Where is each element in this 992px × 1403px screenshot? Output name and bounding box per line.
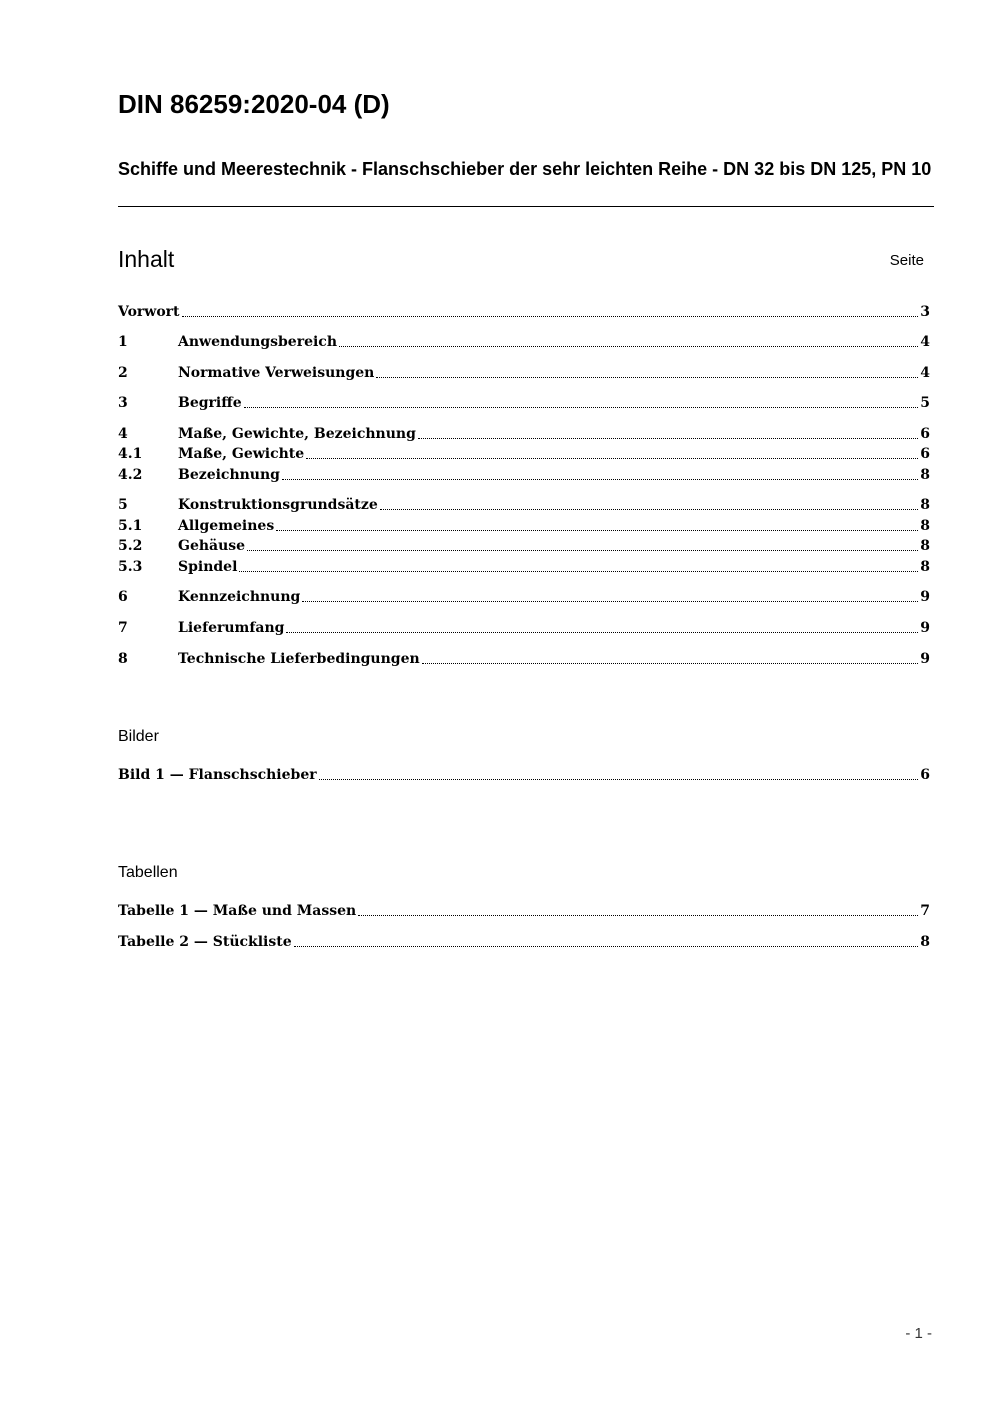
toc-dot-leader [418, 438, 918, 439]
table-entry-1[interactable] [118, 901, 930, 921]
toc-dot-leader [306, 458, 918, 459]
toc-entry-title: Anwendungsbereich [178, 334, 337, 350]
toc-entry-number: 5 [118, 497, 128, 513]
toc-entry-title: Lieferumfang [178, 620, 285, 636]
toc-entry-number: 8 [118, 651, 128, 667]
figures-heading: Bilder [118, 728, 159, 745]
figure-entry-page: 6 [920, 767, 930, 783]
toc-dot-leader [422, 663, 919, 664]
toc-dot-leader [358, 915, 918, 916]
toc-entry-title: Technische Lieferbedingungen [178, 651, 420, 667]
title-divider [118, 206, 934, 207]
toc-entry-title: Kennzeichnung [178, 589, 301, 605]
toc-entry-number: 4.1 [118, 446, 143, 462]
toc-entry-title: Gehäuse [178, 538, 246, 554]
toc-dot-leader [339, 346, 918, 347]
toc-entry-title: Maße, Gewichte [178, 446, 305, 462]
toc-entry-number: 4 [118, 426, 128, 442]
toc-entry-page: 8 [920, 559, 930, 575]
toc-entry-page: 4 [920, 365, 930, 381]
toc-entry-number: 5.3 [118, 559, 143, 575]
toc-dot-leader [244, 407, 919, 408]
toc-entry-title: Begriffe [178, 395, 242, 411]
toc-entry-5[interactable] [118, 495, 930, 515]
document-title: Schiffe und Meerestechnik - Flanschschieber der sehr leichten Reihe - DN 32 bis DN 125, PN 10 [118, 159, 932, 179]
toc-entry-5-3[interactable] [118, 557, 930, 577]
toc-dot-leader [302, 601, 918, 602]
toc-entry-number: 5.2 [118, 538, 143, 554]
toc-entry-title: Allgemeines [178, 518, 275, 534]
toc-entry-number: 4.2 [118, 467, 143, 483]
toc-entry-number: 5.1 [118, 518, 143, 534]
toc-entry-3[interactable] [118, 393, 930, 413]
toc-entry-number: 3 [118, 395, 128, 411]
toc-dot-leader [294, 946, 919, 947]
document-id: DIN 86259:2020-04 (D) [118, 89, 390, 119]
toc-entry-5-1[interactable] [118, 516, 930, 536]
toc-entry-4[interactable] [118, 424, 930, 444]
toc-entry-page: 3 [920, 304, 930, 320]
table-entry-page: 7 [920, 903, 930, 919]
toc-dot-leader [319, 779, 919, 780]
toc-entry-page: 4 [920, 334, 930, 350]
figure-entry-title: Bild 1 — Flanschschieber [118, 767, 317, 783]
toc-entry-page: 6 [920, 426, 930, 442]
toc-entry-8[interactable] [118, 649, 930, 669]
toc-entry-1[interactable] [118, 332, 930, 352]
table-entry-title: Tabelle 2 — Stückliste [118, 934, 292, 950]
toc-entry-7[interactable] [118, 618, 930, 638]
toc-entry-page: 8 [920, 497, 930, 513]
table-entry-2[interactable] [118, 932, 930, 952]
page-number: - 1 - [905, 1325, 932, 1342]
toc-entry-5-2[interactable] [118, 536, 930, 556]
toc-entry-page: 8 [920, 518, 930, 534]
toc-entry-2[interactable] [118, 363, 930, 383]
toc-entry-page: 8 [920, 538, 930, 554]
toc-dot-leader [239, 571, 918, 572]
toc-entry-number: 2 [118, 365, 128, 381]
toc-entry-page: 6 [920, 446, 930, 462]
toc-entry-title: Bezeichnung [178, 467, 280, 483]
table-entry-page: 8 [920, 934, 930, 950]
tables-heading: Tabellen [118, 864, 178, 881]
toc-entry-number: 1 [118, 334, 128, 350]
toc-entry-title: Normative Verweisungen [178, 365, 375, 381]
toc-entry-title: Vorwort [118, 304, 180, 320]
table-entry-title: Tabelle 1 — Maße und Massen [118, 903, 357, 919]
toc-entry-page: 9 [920, 620, 930, 636]
toc-entry-title: Maße, Gewichte, Bezeichnung [178, 426, 416, 442]
toc-entry-6[interactable] [118, 587, 930, 607]
toc-page-column-label: Seite [889, 252, 924, 269]
toc-entry-page: 9 [920, 651, 930, 667]
toc-dot-leader [182, 316, 919, 317]
toc-dot-leader [276, 530, 918, 531]
toc-dot-leader [282, 479, 918, 480]
toc-dot-leader [286, 632, 918, 633]
toc-entry-4-2[interactable] [118, 465, 930, 485]
toc-entry-title: Spindel [178, 559, 238, 575]
toc-entry-title: Konstruktionsgrundsätze [178, 497, 378, 513]
toc-heading: Inhalt [118, 246, 175, 272]
toc-entry-number: 6 [118, 589, 128, 605]
figure-entry-1[interactable] [118, 765, 930, 785]
toc-dot-leader [247, 550, 918, 551]
toc-dot-leader [376, 377, 918, 378]
toc-entry-page: 8 [920, 467, 930, 483]
toc-entry-4-1[interactable] [118, 444, 930, 464]
toc-entry-page: 5 [920, 395, 930, 411]
toc-dot-leader [380, 509, 918, 510]
toc-entry-number: 7 [118, 620, 128, 636]
toc-entry-page: 9 [920, 589, 930, 605]
toc-entry-vorwort[interactable] [118, 302, 930, 322]
